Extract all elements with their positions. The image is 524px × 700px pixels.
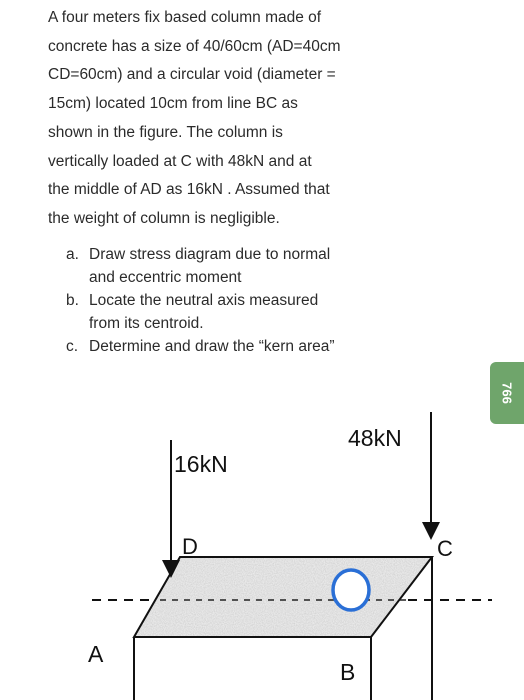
column-figure <box>0 400 524 700</box>
task-list <box>66 243 386 358</box>
corner-label-b: B <box>340 659 356 685</box>
load-arrow-48kn <box>422 412 440 540</box>
task-line: from its centroid. <box>89 315 204 332</box>
task-line: Locate the neutral axis measured <box>89 292 319 309</box>
problem-statement <box>48 4 378 234</box>
task-item-b <box>66 289 386 335</box>
task-marker: b. <box>66 292 79 309</box>
task-line: and eccentric moment <box>89 269 242 286</box>
problem-line: vertically loaded at C with 48kN and at <box>48 152 312 170</box>
problem-line: A four meters fix based column made of <box>48 9 322 26</box>
corner-label-c: C <box>437 536 453 561</box>
task-line: Determine and draw the “kern area” <box>89 338 335 355</box>
task-marker: c. <box>66 338 79 355</box>
task-item-c <box>66 335 386 358</box>
problem-line: CD=60cm) and a circular void (diameter = <box>48 66 336 84</box>
problem-line: concrete has a size of 40/60cm (AD=40cm <box>48 37 341 55</box>
badge-text: 766 <box>499 382 515 404</box>
problem-line: the weight of column is negligible. <box>48 209 280 227</box>
task-item-a <box>66 243 386 289</box>
problem-line: 15cm) located 10cm from line BC as <box>48 95 298 113</box>
problem-line: the middle of AD as 16kN . Assumed that <box>48 181 330 199</box>
corner-label-d: D <box>182 534 198 559</box>
task-line: Draw stress diagram due to normal <box>89 246 331 263</box>
circular-void <box>333 570 369 610</box>
task-marker: a. <box>66 246 79 263</box>
load-label-16kn: 16kN <box>174 451 228 477</box>
problem-line: shown in the figure. The column is <box>48 123 283 141</box>
load-label-48kn: 48kN <box>348 425 402 451</box>
corner-label-a: A <box>88 641 104 667</box>
